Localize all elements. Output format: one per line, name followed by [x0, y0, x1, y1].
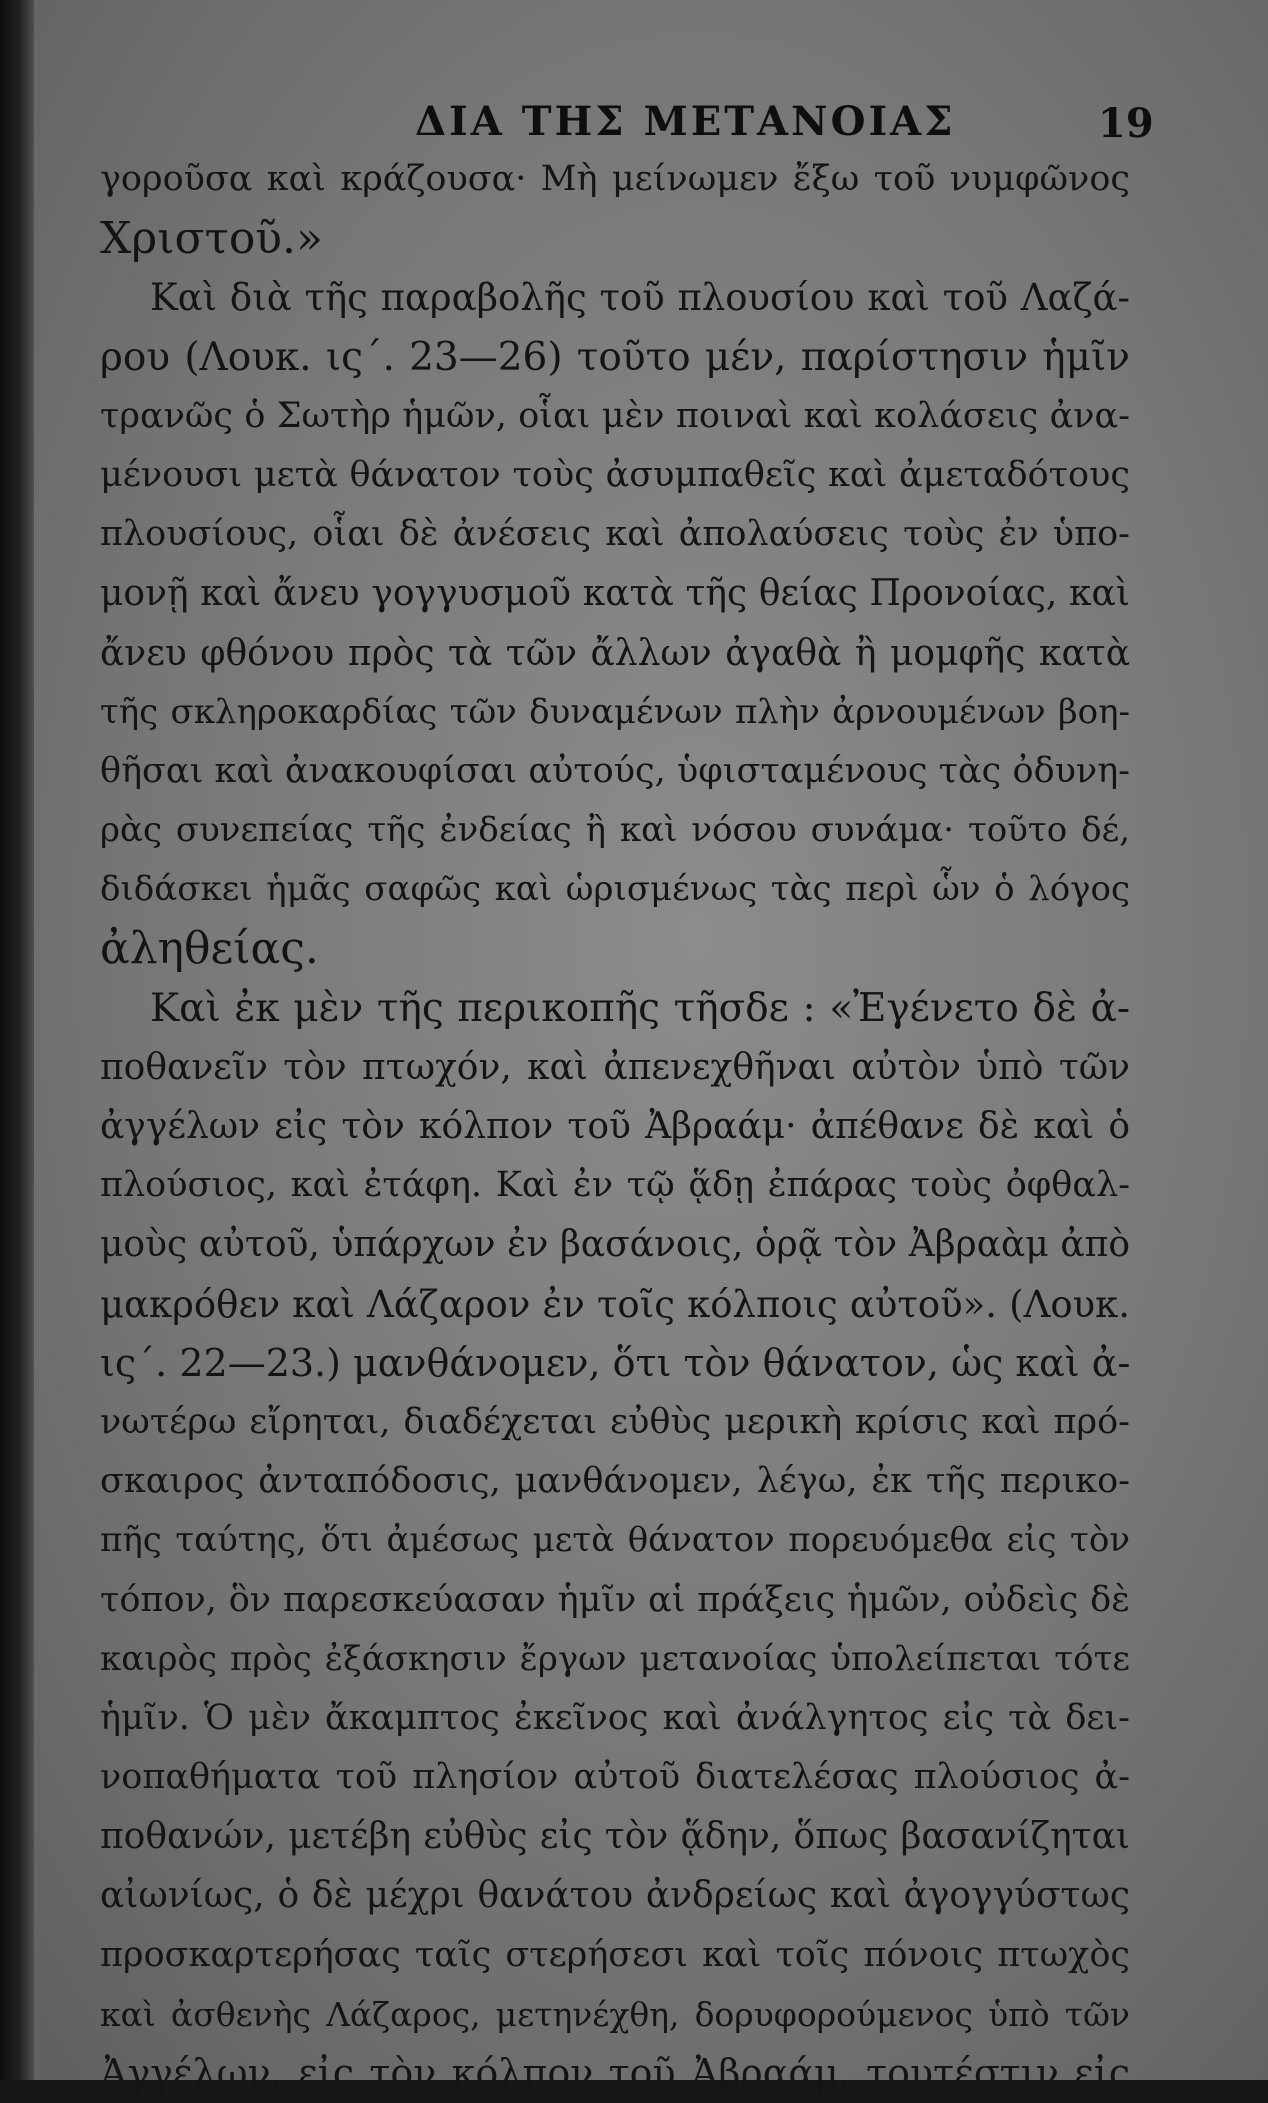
book-spine-shadow	[0, 0, 34, 2080]
text-line: ποθανών, μετέβη εὐθὺς εἰς τὸν ᾅδην, ὅπως βασανίζηται	[100, 1816, 1130, 1858]
text-line: πλούσιος, καὶ ἐτάφη. Καὶ ἐν τῷ ᾅδῃ ἐπάρας τοὺς ὀφθαλ-	[100, 1165, 1130, 1206]
running-title: ΔΙΑ ΤΗΣ ΜΕΤΑΝΟΙΑΣ	[415, 98, 956, 145]
text-line: ις΄. 22—23.) μανθάνομεν, ὅτι τὸν θάνατον, ὡς καὶ ἀ-	[100, 1340, 1130, 1385]
text-line: καιρὸς πρὸς ἐξάσκησιν ἔργων μετανοίας ὑπολείπεται τότε	[100, 1638, 1130, 1679]
text-line: ρου (Λουκ. ις΄. 23—26) τοῦτο μέν, παρίστησιν ἡμῖν	[100, 334, 1130, 380]
text-line: προσκαρτερήσας ταῖς στερήσεσι καὶ τοῖς πόνοις πτωχὸς	[100, 1934, 1130, 1975]
text-line: τῆς σκληροκαρδίας τῶν δυναμένων πλὴν ἀρνουμένων βοη-	[100, 691, 1130, 732]
paragraph-start-line: Καὶ διὰ τῆς παραβολῆς τοῦ πλουσίου καὶ τοῦ Λαζά-	[150, 276, 1130, 320]
text-line: νοπαθήματα τοῦ πλησίον αὐτοῦ διατελέσας πλούσιος ἀ-	[100, 1757, 1130, 1798]
text-line: πλουσίους, οἷαι δὲ ἀνέσεις καὶ ἀπολαύσεις τοὺς ἐν ὑπο-	[100, 514, 1130, 555]
text-line: αἰωνίως, ὁ δὲ μέχρι θανάτου ἀνδρείως καὶ ἀγογγύστως	[100, 1875, 1130, 1917]
text-line: γοροῦσα καὶ κράζουσα· Μὴ μείνωμεν ἔξω τοῦ νυμφῶνος	[100, 159, 1130, 199]
text-line: τόπον, ὃν παρεσκεύασαν ἡμῖν αἱ πράξεις ἡμῶν, οὐδεὶς δὲ	[100, 1579, 1130, 1620]
text-line: Ἀγγέλων, εἰς τὸν κόλπον τοῦ Ἀβραάμ, τουτέστιν εἰς	[100, 2051, 1130, 2095]
body-text	[100, 150, 1130, 2103]
text-line: τρανῶς ὁ Σωτὴρ ἡμῶν, οἷαι μὲν ποιναὶ καὶ κολάσεις ἀνα-	[100, 395, 1130, 436]
text-line: σκαιρος ἀνταπόδοσις, μανθάνομεν, λέγω, ἐκ τῆς περικο-	[100, 1461, 1130, 1502]
text-line: ἀγγέλων εἰς τὸν κόλπον τοῦ Ἀβραάμ· ἀπέθανε δὲ καὶ ὁ	[100, 1106, 1130, 1147]
text-line: ποθανεῖν τὸν πτωχόν, καὶ ἀπενεχθῆναι αὐτὸν ὑπὸ τῶν	[100, 1046, 1130, 1088]
text-line: μακρόθεν καὶ Λάζαρον ἐν τοῖς κόλποις αὐτοῦ». (Λουκ.	[100, 1282, 1130, 1326]
page-header	[0, 98, 1268, 148]
text-line: θῆσαι καὶ ἀνακουφίσαι αὐτούς, ὑφισταμένους τὰς ὀδυνη-	[100, 750, 1130, 791]
text-line: ρὰς συνεπείας τῆς ἐνδείας ἢ καὶ νόσου συνάμα· τοῦτο δέ,	[100, 810, 1130, 851]
text-line: Χριστοῦ.»	[100, 213, 323, 265]
text-line: ἀληθείας.	[100, 923, 319, 975]
text-line: ἡμῖν. Ὁ μὲν ἄκαμπτος ἐκεῖνος καὶ ἀνάλγητος εἰς τὰ δει-	[100, 1697, 1130, 1738]
text-line: νωτέρω εἴρηται, διαδέχεται εὐθὺς μερικὴ κρίσις καὶ πρό-	[100, 1401, 1130, 1442]
text-line: πῆς ταύτης, ὅτι ἀμέσως μετὰ θάνατον πορευόμεθα εἰς τὸν	[100, 1520, 1130, 1561]
text-line: μονῇ καὶ ἄνευ γογγυσμοῦ κατὰ τῆς θείας Προνοίας, καὶ	[100, 573, 1130, 615]
text-line: διδάσκει ἡμᾶς σαφῶς καὶ ὡρισμένως τὰς περὶ ὧν ὁ λόγος	[100, 869, 1130, 910]
text-line: μένουσι μετὰ θάνατον τοὺς ἀσυμπαθεῖς καὶ ἀμεταδότους	[100, 454, 1130, 495]
text-line: καὶ ἀσθενὴς Λάζαρος, μετηνέχθη, δορυφορούμενος ὑπὸ τῶν	[100, 1994, 1130, 2034]
paragraph-start-line: Καὶ ἐκ μὲν τῆς περικοπῆς τῆσδε : «Ἐγένετο δὲ ἀ-	[150, 985, 1130, 1031]
text-line: ἄνευ φθόνου πρὸς τὰ τῶν ἄλλων ἀγαθὰ ἢ μομφῆς κατὰ	[100, 632, 1130, 674]
page-number: 19	[1098, 100, 1154, 147]
text-line: μοὺς αὐτοῦ, ὑπάρχων ἐν βασάνοις, ὁρᾷ τὸν Ἀβραὰμ ἀπὸ	[100, 1224, 1130, 1266]
